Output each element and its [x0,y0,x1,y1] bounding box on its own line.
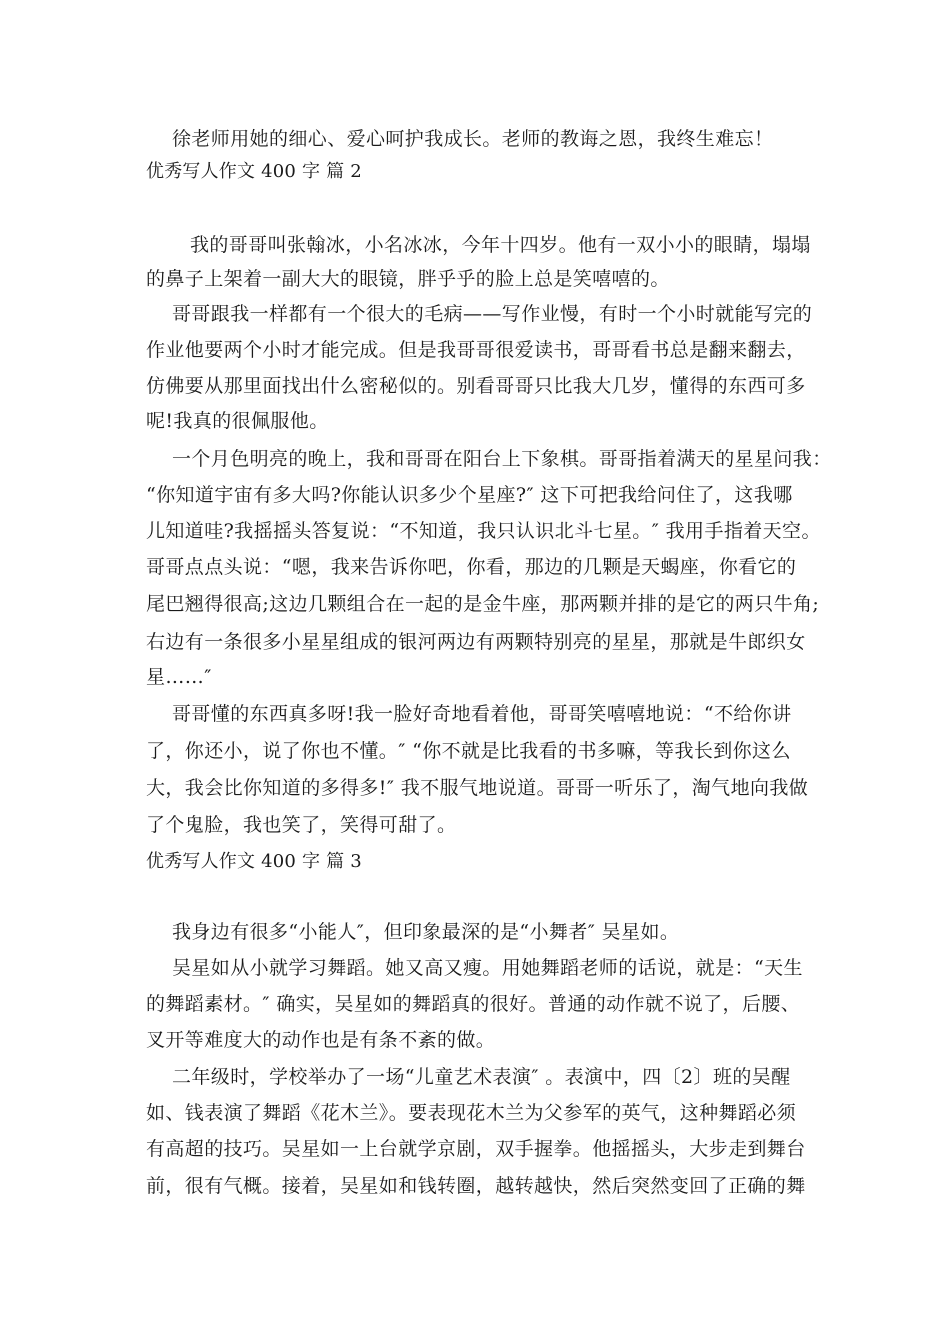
section-heading: 优秀写人作文 400 字 篇 3 [146,851,362,872]
paragraph-line: 的鼻子上架着一副大大的眼镜，胖乎乎的脸上总是笑嘻嘻的。 [146,268,670,290]
paragraph-line: 了，你还小，说了你也不懂。″ “你不就是比我看的书多嘛，等我长到你这么 [146,740,791,762]
paragraph-line: 我的哥哥叫张翰冰，小名冰冰，今年十四岁。他有一双小小的眼睛，塌塌 [190,234,811,256]
paragraph-line: 哥哥懂的东西真多呀!我一脸好奇地看着他，哥哥笑嘻嘻地说：“不给你讲 [172,703,792,725]
paragraph-line: 大，我会比你知道的多得多!″ 我不服气地说道。哥哥一听乐了，淘气地向我做 [146,777,809,799]
paragraph-line: 作业他要两个小时才能完成。但是我哥哥很爱读书，哥哥看书总是翻来翻去， [146,339,806,361]
paragraph-line: 仿佛要从那里面找出什么密秘似的。别看哥哥只比我大几岁，懂得的东西可多 [146,375,806,397]
paragraph-line: 徐老师用她的细心、爱心呵护我成长。老师的教诲之恩，我终生难忘！ [172,128,774,150]
paragraph-line: 吴星如从小就学习舞蹈。她又高又瘦。用她舞蹈老师的话说，就是：“天生 [172,957,803,979]
paragraph-line: 一个月色明亮的晚上，我和哥哥在阳台上下象棋。哥哥指着满天的星星问我： [172,448,832,470]
paragraph-line: 我身边有很多“小能人″，但印象最深的是“小舞者″ 吴星如。 [172,921,680,943]
paragraph-line: 如、钱表演了舞蹈《花木兰》。要表现花木兰为父参军的英气，这种舞蹈必须 [146,1102,797,1124]
paragraph-line: 哥哥点点头说：“嗯，我来告诉你吧，你看，那边的几颗是天蝎座，你看它的 [146,556,797,578]
paragraph-line: 星……″ [146,666,212,688]
paragraph-line: 前，很有气概。接着，吴星如和钱转圈，越转越快，然后突然变回了正确的舞 [146,1175,806,1197]
paragraph-line: 呢!我真的很佩服他。 [146,410,329,432]
paragraph-line: 右边有一条很多小星星组成的银河两边有两颗特别亮的星星，那就是牛郎织女 [146,631,806,653]
paragraph-line: 有高超的技巧。吴星如一上台就学京剧，双手握拳。他摇摇头，大步走到舞台 [146,1138,806,1160]
paragraph-line: 的舞蹈素材。″ 确实，吴星如的舞蹈真的很好。普通的动作就不说了，后腰、 [146,993,801,1015]
paragraph-line: 了个鬼脸，我也笑了，笑得可甜了。 [146,814,457,836]
paragraph-line: 二年级时，学校举办了一场“儿童艺术表演″ 。表演中，四〔2〕班的吴醒 [172,1066,791,1088]
section-heading: 优秀写人作文 400 字 篇 2 [146,161,362,182]
paragraph-line: 尾巴翘得很高;这边几颗组合在一起的是金牛座，那两颗并排的是它的两只牛角; [146,593,820,615]
paragraph-line: “你知道宇宙有多大吗?你能认识多少个星座?″ 这下可把我给问住了，这我哪 [146,484,793,506]
paragraph-line: 叉开等难度大的动作也是有条不紊的做。 [146,1029,496,1051]
paragraph-line: 哥哥跟我一样都有一个很大的毛病——写作业慢，有时一个小时就能写完的 [172,303,813,325]
paragraph-line: 儿知道哇?我摇摇头答复说：“不知道，我只认识北斗七星。″ 我用手指着天空。 [146,520,821,542]
